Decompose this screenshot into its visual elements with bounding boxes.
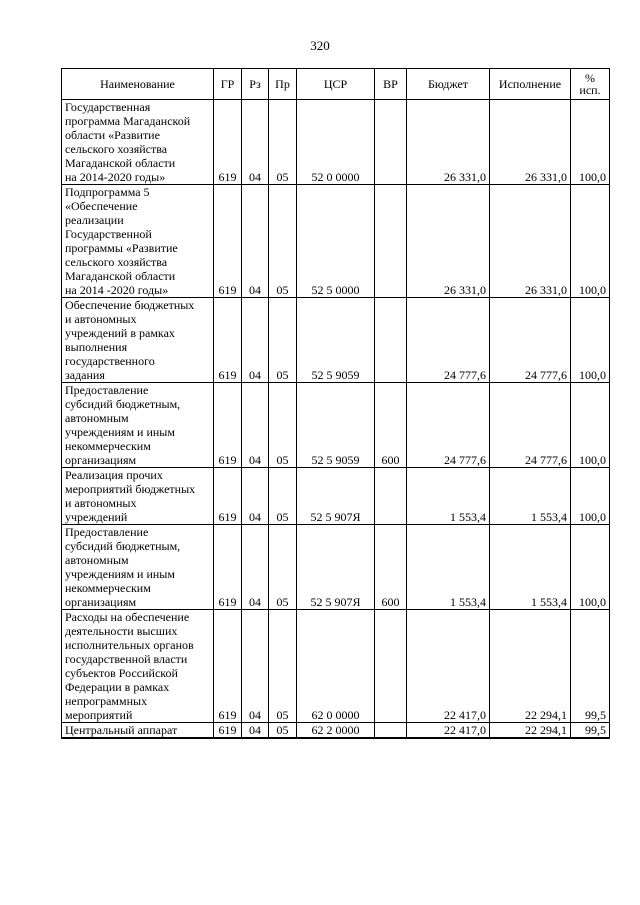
row-execution: 26 331,0: [490, 100, 571, 185]
row-pr: 05: [269, 723, 297, 739]
page-number: 320: [310, 38, 330, 53]
row-name: Обеспечение бюджетных и автономных учреждений в рамках выполнения государственного задания: [62, 298, 214, 383]
table-row: [62, 298, 610, 383]
row-csr: 62 0 0000: [297, 610, 375, 723]
row-budget: 22 417,0: [407, 610, 490, 723]
row-execution: 24 777,6: [490, 383, 571, 468]
row-pr: 05: [269, 185, 297, 298]
row-percent: 99,5: [571, 610, 610, 723]
row-pr: 05: [269, 100, 297, 185]
row-rz: 04: [242, 610, 269, 723]
row-rz: 04: [242, 100, 269, 185]
row-percent: 100,0: [571, 298, 610, 383]
row-gr: 619: [214, 185, 242, 298]
row-gr: 619: [214, 383, 242, 468]
row-budget: 22 417,0: [407, 723, 490, 739]
row-execution: 22 294,1: [490, 723, 571, 739]
header-rz: Рз: [242, 69, 269, 100]
row-gr: 619: [214, 525, 242, 610]
row-csr: 62 2 0000: [297, 723, 375, 739]
table-row: [62, 468, 610, 525]
row-name: Реализация прочих мероприятий бюджетных и автономных учреждений: [62, 468, 214, 525]
row-csr: 52 5 9059: [297, 383, 375, 468]
header-pr: Пр: [269, 69, 297, 100]
row-percent: 99,5: [571, 723, 610, 739]
row-vr: [375, 100, 407, 185]
row-execution: 22 294,1: [490, 610, 571, 723]
row-rz: 04: [242, 468, 269, 525]
row-name: Государственная программа Магаданской области «Развитие сельского хозяйства Магаданской области на 2014-2020 годы»: [62, 100, 214, 185]
budget-table: [61, 68, 610, 739]
row-execution: 24 777,6: [490, 298, 571, 383]
row-vr: [375, 185, 407, 298]
row-csr: 52 5 907Я: [297, 525, 375, 610]
row-percent: 100,0: [571, 185, 610, 298]
row-execution: 26 331,0: [490, 185, 571, 298]
row-gr: 619: [214, 100, 242, 185]
row-pr: 05: [269, 298, 297, 383]
header-csr: ЦСР: [297, 69, 375, 100]
row-budget: 26 331,0: [407, 185, 490, 298]
row-pr: 05: [269, 610, 297, 723]
row-vr: 600: [375, 383, 407, 468]
row-budget: 26 331,0: [407, 100, 490, 185]
row-vr: [375, 610, 407, 723]
table-row: [62, 525, 610, 610]
row-csr: 52 5 907Я: [297, 468, 375, 525]
row-budget: 1 553,4: [407, 468, 490, 525]
row-pr: 05: [269, 525, 297, 610]
row-csr: 52 5 9059: [297, 298, 375, 383]
table-row: [62, 383, 610, 468]
row-rz: 04: [242, 383, 269, 468]
header-vr: ВР: [375, 69, 407, 100]
row-rz: 04: [242, 525, 269, 610]
row-rz: 04: [242, 185, 269, 298]
header-gr: ГР: [214, 69, 242, 100]
header-execution: Исполнение: [490, 69, 571, 100]
header-percent: % исп.: [571, 69, 610, 100]
table-row: [62, 723, 610, 739]
row-budget: 24 777,6: [407, 383, 490, 468]
row-pr: 05: [269, 468, 297, 525]
table-row: [62, 185, 610, 298]
row-name: Центральный аппарат: [62, 723, 214, 739]
row-rz: 04: [242, 298, 269, 383]
table-header-row: [62, 69, 610, 100]
row-budget: 1 553,4: [407, 525, 490, 610]
row-name: Предоставление субсидий бюджетным, автономным учреждениям и иным некоммерческим организациям: [62, 383, 214, 468]
row-vr: 600: [375, 525, 407, 610]
row-gr: 619: [214, 298, 242, 383]
table-row: [62, 100, 610, 185]
row-csr: 52 5 0000: [297, 185, 375, 298]
row-gr: 619: [214, 610, 242, 723]
table-row: [62, 610, 610, 723]
row-percent: 100,0: [571, 525, 610, 610]
row-vr: [375, 468, 407, 525]
row-name: Подпрограмма 5 «Обеспечение реализации Государственной программы «Развитие сельского хозяйства Магаданской области на 2014 -2020 годы»: [62, 185, 214, 298]
row-vr: [375, 298, 407, 383]
row-name: Предоставление субсидий бюджетным, автономным учреждениям и иным некоммерческим организациям: [62, 525, 214, 610]
row-budget: 24 777,6: [407, 298, 490, 383]
row-pr: 05: [269, 383, 297, 468]
row-name: Расходы на обеспечение деятельности высших исполнительных органов государственной власти субъектов Российской Федерации в рамках непрограммных мероприятий: [62, 610, 214, 723]
row-csr: 52 0 0000: [297, 100, 375, 185]
row-execution: 1 553,4: [490, 525, 571, 610]
header-budget: Бюджет: [407, 69, 490, 100]
row-vr: [375, 723, 407, 739]
row-rz: 04: [242, 723, 269, 739]
row-gr: 619: [214, 723, 242, 739]
row-percent: 100,0: [571, 383, 610, 468]
row-percent: 100,0: [571, 100, 610, 185]
row-percent: 100,0: [571, 468, 610, 525]
row-execution: 1 553,4: [490, 468, 571, 525]
header-name: Наименование: [62, 69, 214, 100]
row-gr: 619: [214, 468, 242, 525]
